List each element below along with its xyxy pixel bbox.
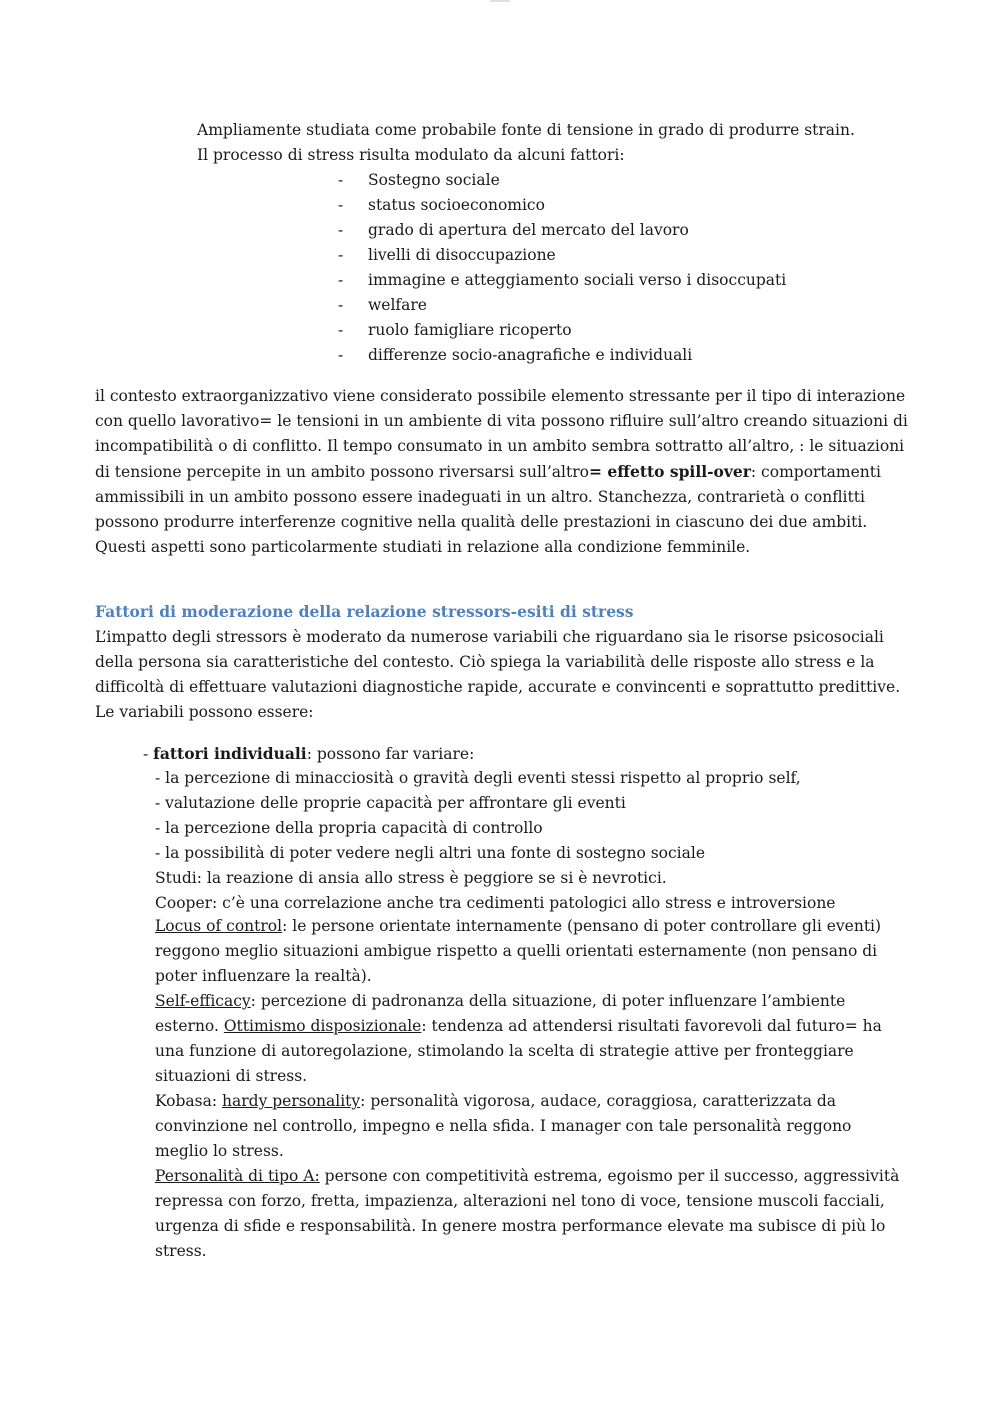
paragraph-text: : le persone orientate internamente (pensano di poter controllare gli eventi) reggono meglio situazioni ambigue rispetto a quelli orientati esternamente (non pensano di poter influenzare la realtà). [155,917,882,985]
list-item: status socioeconomico [368,196,545,214]
list-item: differenze socio-anagrafiche e individuali [368,346,693,364]
spill-over-term: = effetto spill-over [588,462,751,481]
list-dash: - [338,271,344,289]
cooper-line: Cooper: c’è una correlazione anche tra cedimenti patologici allo stress e introversione [155,894,836,912]
list-item: - valutazione delle proprie capacità per affrontare gli eventi [155,794,626,812]
list-item: immagine e atteggiamento sociali verso i disoccupati [368,271,787,289]
list-item: - la percezione della propria capacità di controllo [155,819,543,837]
type-a-term: Personalità di tipo A: [155,1167,320,1185]
extraorganizational-paragraph [95,384,910,560]
list-dash: - [338,321,344,339]
list-dash: - [338,246,344,264]
locus-of-control-term: Locus of control [155,917,283,935]
individual-factors-heading [143,744,474,764]
paragraph-text: : personalità vigorosa, audace, coraggiosa, caratterizzata da convinzione nel controllo, impegno e nella sfida. I manager con tale personalità reggono meglio lo stress. [155,1092,852,1160]
paragraph-text: : tendenza ad attendersi risultati favorevoli dal futuro= ha una funzione di autoregolazione, stimolando la scelta di strategie attive per fronteggiare situazioni di stress. [155,1017,882,1085]
kobasa-paragraph [155,1089,907,1164]
self-efficacy-paragraph [155,989,907,1089]
paragraph-text: : comportamenti ammissibili in un ambito possono essere inadeguati in un altro. Stanchezza, contrarietà o conflitti possono produrre interferenze cognitive nella qualità delle prestazioni in ciascuno dei due ambiti. Questi aspetti sono particolarmente studiati in relazione alla condizione femminile. [95,463,881,556]
studi-line: Studi: la reazione di ansia allo stress è peggiore se si è nevrotici. [155,869,667,887]
list-dash: - [338,221,344,239]
ottimismo-term: Ottimismo disposizionale [223,1017,422,1035]
list-dash: - [338,296,344,314]
moderation-paragraph: L’impatto degli stressors è moderato da numerose variabili che riguardano sia le risorse psicosociali della persona sia caratteristiche del contesto. Ciò spiega la variabilità delle risposte allo stress e la difficoltà di effettuare valutazioni diagnostiche rapide, accurate e convincenti e soprattutto predittive. Le variabili possono essere: [95,628,901,721]
individual-factors-suffix: : possono far variare: [306,745,475,763]
individual-factors-label: fattori individuali [153,744,307,763]
hardy-personality-term: hardy personality [222,1092,361,1110]
paragraph-text: persone con competitività estrema, egoismo per il successo, aggressività repressa con forzo, fretta, impazienza, alterazioni nel tono di voce, tensione muscoli facciali, urgenza di sfide e responsabilità. In genere mostra performance elevate ma subisce di più lo stress. [155,1167,900,1260]
paragraph-text: il contesto extraorganizzativo viene considerato possibile elemento stressante per il tipo di interazione con quello lavorativo= le tensioni in un ambiente di vita possono rifluire sull’altro creando situazioni di incompatibilità o di conflitto. Il tempo consumato in un ambito sembra sottratto all’altro, : le situazioni di tensione percepite in un ambito possono riversarsi sull’altro [95,387,908,481]
list-dash: - [338,171,344,189]
self-efficacy-term: Self-efficacy [155,992,251,1010]
type-a-paragraph [155,1164,907,1264]
locus-of-control-paragraph [155,914,907,989]
list-item: Sostegno sociale [368,171,500,189]
intro-line-1: Ampliamente studiata come probabile fonte di tensione in grado di produrre strain. [197,121,855,139]
list-dash: - [338,196,344,214]
list-item: - la possibilità di poter vedere negli altri una fonte di sostegno sociale [155,844,705,862]
list-item: - la percezione di minacciosità o gravità degli eventi stessi rispetto al proprio self, [155,769,801,787]
list-item: ruolo famigliare ricoperto [368,321,572,339]
page-top-mark [490,0,510,2]
list-item: welfare [368,296,427,314]
list-item: livelli di disoccupazione [368,246,556,264]
dash: - [143,745,154,763]
section-heading: Fattori di moderazione della relazione stressors-esiti di stress [95,602,634,621]
list-dash: - [338,346,344,364]
intro-line-2: Il processo di stress risulta modulato da alcuni fattori: [197,146,625,164]
kobasa-prefix: Kobasa: [155,1092,223,1110]
list-item: grado di apertura del mercato del lavoro [368,221,689,239]
paragraph-text: : percezione di padronanza della situazione, di poter influenzare l’ambiente esterno. [155,992,846,1035]
